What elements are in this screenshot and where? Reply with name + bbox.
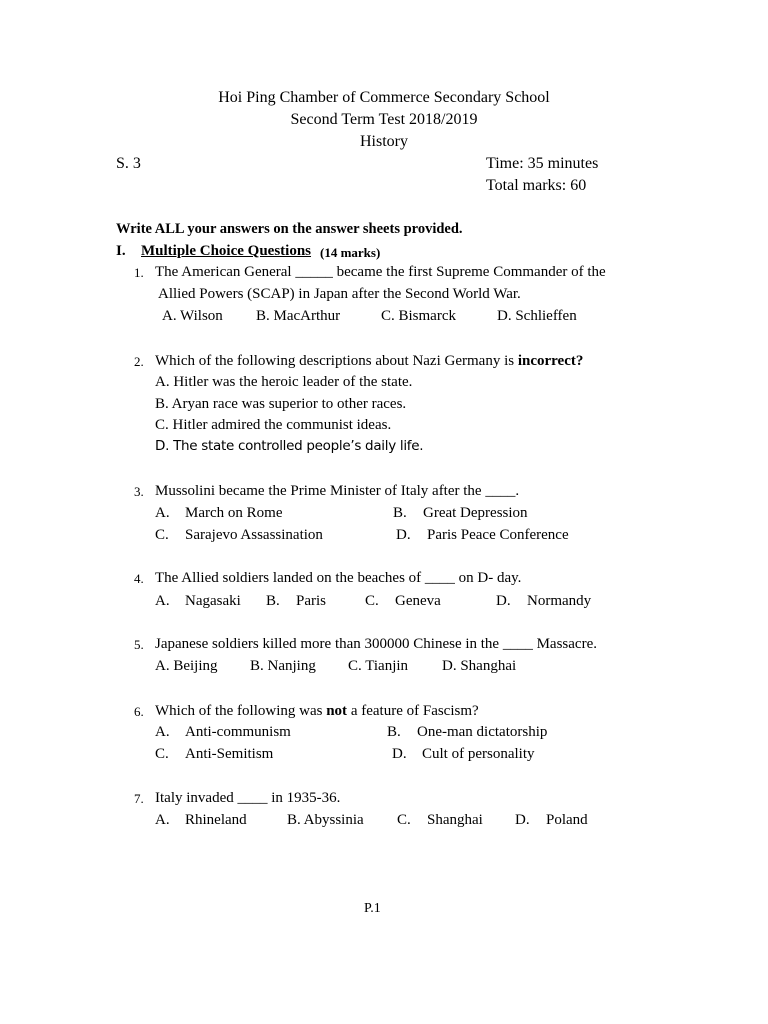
option-b-text: One-man dictatorship <box>417 724 548 740</box>
question-number: 4. <box>134 571 144 586</box>
option-b-text: Great Depression <box>423 505 528 521</box>
question-stem: The American General _____ became the first Supreme Commander of the <box>155 264 606 280</box>
question-stem <box>155 704 479 719</box>
question-number: 5. <box>134 637 144 652</box>
option-d-letter: D. <box>392 746 407 762</box>
option-c-text: Sarajevo Assassination <box>185 527 323 543</box>
school-name: Hoi Ping Chamber of Commerce Secondary School <box>218 89 550 106</box>
option-c: C. Hitler admired the communist ideas. <box>155 417 392 433</box>
option-a-text: Anti-communism <box>185 724 291 740</box>
question-stem-emphasis: incorrect? <box>517 353 584 369</box>
option-a-letter: A. <box>155 812 170 828</box>
option-d-text: Normandy <box>527 593 592 609</box>
option-d-text: Paris Peace Conference <box>427 527 569 543</box>
section-title: Multiple Choice Questions <box>141 243 312 259</box>
option-c-text: Anti-Semitism <box>185 746 274 762</box>
question-number: 2. <box>134 354 144 369</box>
option-a-text: Rhineland <box>185 812 247 828</box>
question-stem-end: a feature of Fascism? <box>347 703 479 719</box>
option-a-letter: A. <box>155 593 170 609</box>
option-c: C. Bismarck <box>381 308 456 324</box>
option-c-letter: C. <box>155 527 169 543</box>
question-number: 3. <box>134 484 144 499</box>
option-b: B. Aryan race was superior to other races. <box>155 396 407 412</box>
total-marks-label: Total marks: 60 <box>486 177 587 194</box>
option-d: D. Shanghai <box>442 658 517 674</box>
option-d: D. The state controlled people’s daily life. <box>155 438 424 454</box>
option-c-text: Geneva <box>395 593 441 609</box>
subject-title: History <box>360 133 408 150</box>
option-b-letter: B. <box>266 593 280 609</box>
section-marks: (14 marks) <box>320 245 381 260</box>
question-stem: Italy invaded ____ in 1935-36. <box>155 790 341 806</box>
question-stem-text: Which of the following descriptions about Nazi Germany is <box>155 353 518 369</box>
form-label: S. 3 <box>116 155 141 172</box>
option-b-text: B. Abyssinia <box>287 812 364 828</box>
question-stem: Mussolini became the Prime Minister of Italy after the ____. <box>155 483 520 499</box>
option-b-letter: B. <box>387 724 401 740</box>
option-d: D. Schlieffen <box>497 308 577 324</box>
page-number: P.1 <box>364 901 381 916</box>
option-d-letter: D. <box>496 593 511 609</box>
question-number: 1. <box>134 265 144 280</box>
question-stem-text: Which of the following was <box>155 703 327 719</box>
option-c-text: Shanghai <box>427 812 483 828</box>
instructions: Write ALL your answers on the answer sheets provided. <box>116 221 463 237</box>
time-label: Time: 35 minutes <box>486 155 599 172</box>
option-a-text: March on Rome <box>185 505 283 521</box>
option-d-letter: D. <box>515 812 530 828</box>
option-c: C. Tianjin <box>348 658 409 674</box>
option-d-text: Poland <box>546 812 588 828</box>
option-a-text: Nagasaki <box>185 593 241 609</box>
test-title: Second Term Test 2018/2019 <box>290 111 478 128</box>
question-stem: Japanese soldiers killed more than 300000 Chinese in the ____ Massacre. <box>155 636 597 652</box>
option-a: A. Wilson <box>162 308 223 324</box>
question-stem-continued: Allied Powers (SCAP) in Japan after the Second World War. <box>158 286 521 302</box>
question-number: 6. <box>134 704 144 719</box>
option-a-letter: A. <box>155 724 170 740</box>
option-b: B. Nanjing <box>250 658 316 674</box>
section-number: I. <box>116 243 126 259</box>
option-a-letter: A. <box>155 505 170 521</box>
question-stem-emphasis: not <box>326 703 348 719</box>
question-number: 7. <box>134 791 144 806</box>
option-a: A. Hitler was the heroic leader of the state. <box>155 374 413 390</box>
question-stem <box>155 354 583 369</box>
option-c-letter: C. <box>155 746 169 762</box>
option-c-letter: C. <box>365 593 379 609</box>
option-b-text: Paris <box>296 593 326 609</box>
option-c-letter: C. <box>397 812 411 828</box>
option-d-text: Cult of personality <box>422 746 535 762</box>
option-b: B. MacArthur <box>256 308 341 324</box>
option-b-letter: B. <box>393 505 407 521</box>
option-d-letter: D. <box>396 527 411 543</box>
question-stem: The Allied soldiers landed on the beaches of ____ on D- day. <box>155 570 522 586</box>
option-a: A. Beijing <box>155 658 218 674</box>
